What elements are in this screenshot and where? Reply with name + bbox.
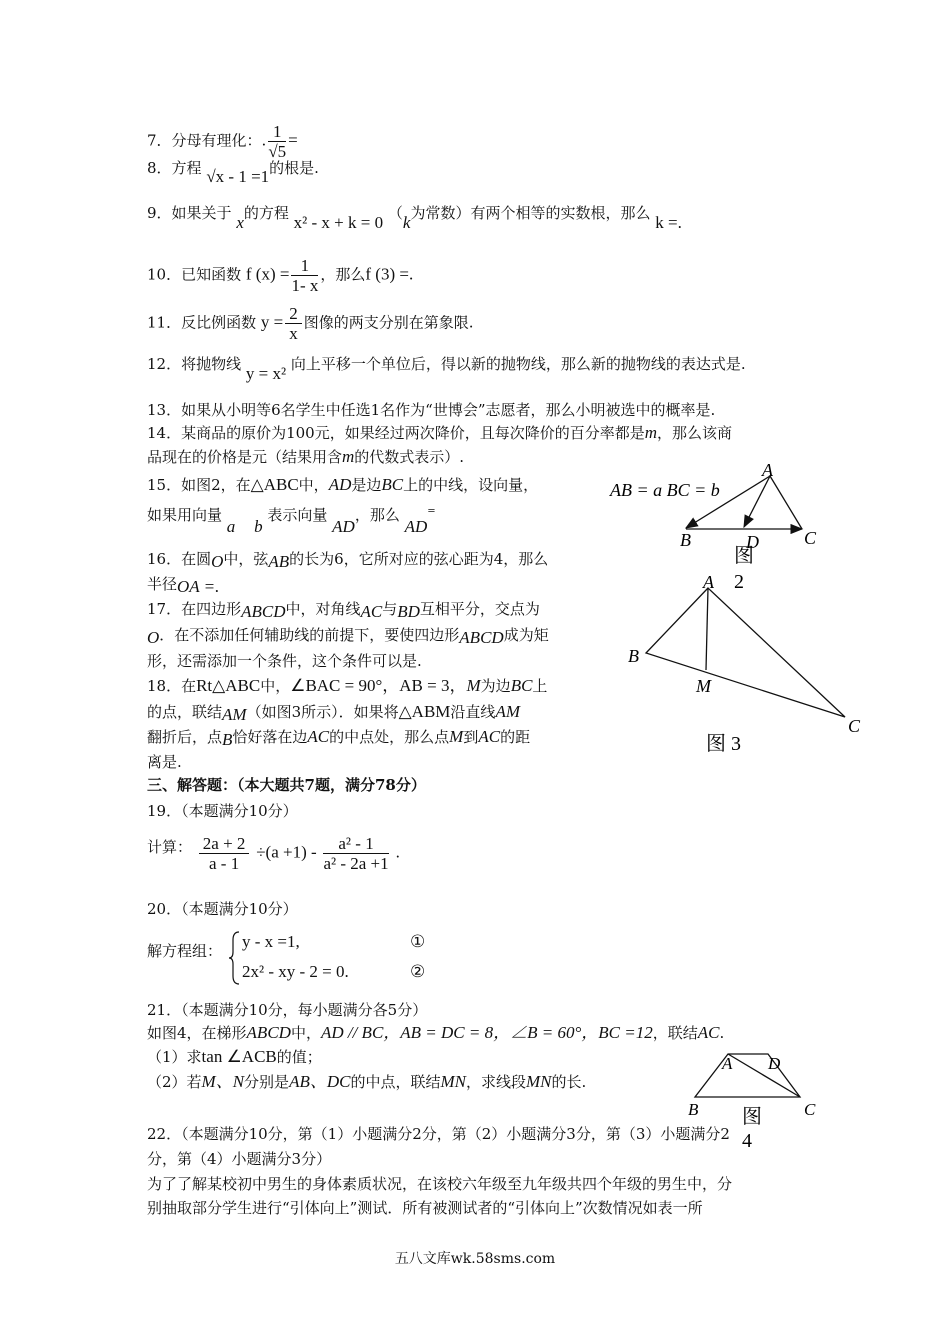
q18-text-i: 恰好落在边 — [232, 728, 308, 746]
fig3-caption: 图 3 — [706, 733, 741, 755]
q15-line2 — [147, 502, 436, 536]
q22-line1: 22．（本题满分10分，第（1）小题满分2分，第（2）小题满分3分，第（3）小题满分2 — [147, 1125, 730, 1143]
q9-text: 9．如果关于 — [147, 204, 232, 222]
q8-line — [147, 158, 319, 186]
q15-text-e: 如果用向量 — [147, 506, 223, 524]
q18-am: AM — [222, 705, 247, 724]
q15-vec-b: b — [254, 517, 263, 536]
q21-mn3: MN — [525, 1072, 552, 1091]
q10-line — [147, 256, 413, 295]
q18-text-j: 的中点处，那么点 — [329, 728, 450, 746]
q21-line3 — [147, 1072, 586, 1092]
q18-angle: ∠BAC = 90°，AB = 3， — [290, 676, 467, 695]
q9-text-b: 的方程 — [243, 204, 289, 222]
q17-line1 — [147, 599, 540, 619]
q19-end: . — [395, 843, 401, 862]
q18-mm: M — [449, 727, 464, 746]
q19-head: 19．（本题满分10分） — [147, 802, 298, 820]
q15-text-d: 上的中线，设向量， — [403, 476, 539, 494]
q21-mn2: MN — [440, 1072, 466, 1091]
q17-text-e: ．在不添加任何辅助线的前提下，要使四边形 — [159, 626, 460, 644]
fig3-label-c: C — [848, 716, 861, 736]
q20-eq2: 2x² - xy - 2 = 0. — [242, 962, 349, 981]
q12-text: 12．将抛物线 — [147, 355, 242, 373]
q16-ab: AB — [268, 552, 290, 571]
figure-4 — [680, 1045, 830, 1155]
q18-text-f: （如图3所示）．如果将 — [246, 703, 399, 721]
q14-text: 14．某商品的原价为100元，如果经过两次降价，且每次降价的百分率都是 — [147, 424, 645, 442]
fig2-label-d: D — [746, 532, 759, 552]
q8-text-b: 的根是. — [269, 159, 319, 177]
q7-text: 7．分母有理化：. — [147, 131, 267, 150]
q10-text-b: ，那么 — [320, 265, 366, 284]
q19-calc: 计算： — [147, 837, 193, 856]
q18-b: B — [222, 730, 233, 749]
q21-text-d: . — [719, 1024, 725, 1042]
q9-answer-blank: k =. — [655, 213, 682, 232]
q14-m2: m — [342, 447, 355, 466]
q7-eq: = — [288, 130, 298, 150]
q22-line2: 分，第（4）小题满分3分） — [147, 1150, 332, 1168]
q17-abcd: ABCD — [241, 602, 286, 621]
fig2-label-c: C — [804, 528, 817, 548]
fig3-label-a: A — [703, 572, 714, 592]
q18-line1 — [147, 676, 547, 696]
q17-ac: AC — [360, 602, 383, 621]
q21-abcd: ABCD — [246, 1023, 291, 1042]
q11-text: 11．反比例函数 — [147, 313, 257, 332]
q16-o: O — [211, 552, 224, 571]
q7-line — [147, 122, 298, 161]
q15-eq: = — [427, 506, 436, 517]
q7-num: 1 — [268, 122, 286, 142]
q19-frac1 — [199, 834, 250, 873]
q16-text-c: 的长为6，它所对应的弦心距为4，那么 — [289, 550, 549, 568]
q19-n1: 2a + 2 — [199, 834, 250, 854]
q19-mid: ÷(a +1) - — [256, 842, 317, 862]
q21-text-b: 中， — [290, 1024, 321, 1042]
q18-ac2: AC — [478, 727, 501, 746]
q18-line4: 离是. — [147, 753, 182, 771]
q21-text-l3c: 的中点，联结 — [350, 1073, 441, 1091]
q18-rt: Rt△ABC — [196, 676, 261, 695]
q18-am2: AM — [495, 702, 520, 721]
q11-y: y = — [260, 312, 284, 332]
q22-line3: 为了了解某校初中男生的身体素质状况，在该校六年级至九年级共四个年级的男生中，分 — [147, 1175, 733, 1193]
q20-brace — [229, 930, 241, 986]
q21-text-l3a: （2）若 — [147, 1073, 202, 1091]
q21-ab: AB、DC — [289, 1072, 351, 1091]
q20-circle1: ① — [410, 932, 426, 951]
figure-3 — [620, 570, 870, 760]
q18-ac: AC — [307, 727, 330, 746]
q16-text-b: 中，弦 — [223, 550, 269, 568]
fig4-label-c: C — [804, 1100, 816, 1119]
q18-text-g: 沿直线 — [450, 703, 496, 721]
q14-line2 — [147, 447, 464, 467]
fig3-line-am — [706, 588, 708, 670]
q21-text-l3e: 的长. — [551, 1073, 587, 1091]
q17-line3: 形，还需添加一个条件，这个条件可以是. — [147, 652, 422, 670]
q13-line: 13．如果从小明等6名学生中任选1名作为“世博会”志愿者，那么小明被选中的概率是. — [147, 401, 716, 419]
q20-eq1: y - x =1, — [242, 932, 300, 951]
q15-text-f: 表示向量 — [267, 506, 328, 524]
q9-equation: x² - x + k = 0 — [293, 213, 384, 232]
q16-line2 — [147, 574, 219, 594]
q18-text-l: 的距 — [500, 728, 531, 746]
q21-line1 — [147, 1023, 724, 1043]
q15-text-c: 是边 — [351, 476, 382, 494]
q9-line — [147, 203, 682, 232]
q17-o: O — [147, 628, 160, 647]
q18-text-d: 上 — [532, 677, 548, 695]
q21-ac: AC — [697, 1023, 720, 1042]
fig2-label-b: B — [680, 530, 691, 550]
q16-text-d: 半径 — [147, 575, 178, 593]
fig4-line-ac — [728, 1054, 800, 1097]
q20-circle2: ② — [410, 962, 426, 981]
fig4-label-b: B — [688, 1100, 699, 1119]
q11-den: x — [289, 324, 298, 343]
fig2-caption-2: 2 — [734, 571, 744, 593]
q21-text-l3b: 分别是 — [244, 1073, 290, 1091]
q8-text: 8．方程 — [147, 159, 202, 177]
q11-text-b: 图像的两支分别在第象限. — [303, 313, 474, 332]
q19-frac2 — [323, 834, 388, 873]
q18-text-k: 到 — [463, 728, 479, 746]
q18-text-e: 的点，联结 — [147, 703, 223, 721]
q18-m: M — [466, 676, 481, 695]
q14-text-b: ，那么该商 — [657, 424, 733, 442]
q18-text-c: 为边 — [480, 677, 511, 695]
q20-head: 20．（本题满分10分） — [147, 900, 298, 918]
q19-d2: a² - 2a +1 — [323, 854, 389, 873]
q21-line2 — [147, 1047, 322, 1067]
q10-text: 10．已知函数 — [147, 265, 242, 284]
fig4-caption-2: 4 — [742, 1130, 752, 1152]
q12-equation: y = x² — [245, 364, 287, 383]
q17-text-c: 与 — [382, 600, 398, 618]
q21-cond: AD // BC，AB = DC = 8，∠B = 60°，BC =12 — [320, 1023, 653, 1042]
q10-den: 1- x — [291, 276, 319, 295]
q9-paren: （ — [387, 204, 403, 222]
q7-fraction — [268, 122, 286, 161]
q9-k: k — [402, 213, 411, 232]
fig4-trapezoid — [695, 1054, 800, 1097]
q16-text: 16．在圆 — [147, 550, 212, 568]
q18-text: 18．在 — [147, 677, 197, 695]
fig2-line-ac — [770, 476, 802, 529]
q11-num: 2 — [285, 304, 302, 324]
q8-expr: √x - 1 =1 — [206, 167, 270, 186]
fig3-triangle — [646, 588, 845, 717]
q11-fraction — [285, 304, 302, 343]
fig4-label-d: D — [768, 1054, 781, 1073]
q21-text-l2b: 的值； — [276, 1048, 322, 1066]
fig4-caption-1: 图 — [742, 1106, 762, 1128]
q14-text-d: 的代数式表示）. — [354, 448, 465, 466]
q18-bc: BC — [510, 676, 533, 695]
q12-line — [147, 354, 746, 383]
q17-abcd2: ABCD — [459, 628, 504, 647]
q18-abm: △ABM — [398, 702, 451, 721]
q18-line3 — [147, 727, 530, 747]
q21-tan: tan ∠ACB — [201, 1047, 277, 1066]
q16-line1 — [147, 549, 548, 569]
q21-mn1: M、N — [201, 1072, 245, 1091]
q17-text-d: 互相平分，交点为 — [419, 600, 540, 618]
q19-expr — [147, 834, 400, 884]
fig4-label-a: A — [722, 1054, 733, 1073]
q21-text-c: ，联结 — [652, 1024, 698, 1042]
q17-bd: BD — [397, 602, 420, 621]
q9-text-d: 为常数）有两个相等的实数根，那么 — [410, 204, 651, 222]
q14-m: m — [644, 423, 658, 442]
q15-text-g: ，那么 — [354, 506, 400, 524]
q15-ad2: AD — [332, 517, 355, 536]
q15-triangle: △ABC — [250, 475, 299, 494]
q19-d1: a - 1 — [209, 854, 240, 873]
section-title: 三、解答题：（本大题共7题，满分78分） — [147, 776, 426, 794]
q10-fraction — [291, 256, 318, 295]
q14-text-c: 品现在的价格是元（结果用含 — [147, 448, 343, 466]
q21-text-a: 如图4，在梯形 — [147, 1024, 247, 1042]
q17-text: 17．在四边形 — [147, 600, 242, 618]
q15-text: 15．如图2，在 — [147, 476, 251, 494]
q15-line1 — [147, 475, 538, 495]
fig2-label-a: A — [762, 462, 773, 480]
q20-label: 解方程组： — [147, 942, 223, 960]
q18-text-h: 翻折后，点 — [147, 728, 223, 746]
q15-vec-a: a — [226, 517, 236, 536]
q11-line — [147, 304, 474, 343]
q21-head: 21．（本题满分10分，每小题满分各5分） — [147, 1001, 428, 1019]
q14-line1 — [147, 423, 732, 443]
q17-text-f: 成为矩 — [503, 626, 549, 644]
fig2-vector-label: AB = a BC = b — [610, 480, 720, 500]
q21-text-l2a: （1）求 — [147, 1048, 202, 1066]
q22-line4: 别抽取部分学生进行“引体向上”测试．所有被测试者的“引体向上”次数情况如表一所 — [147, 1199, 703, 1217]
q15-ad3: AD — [404, 517, 428, 536]
q18-text-b: 中， — [260, 677, 291, 695]
q15-text-b: 中， — [298, 476, 329, 494]
q10-value: f (3) =. — [365, 264, 414, 284]
q10-func: f (x) = — [245, 264, 290, 284]
fig2-caption-1: 图 — [734, 545, 754, 567]
q17-line2 — [147, 625, 549, 645]
q18-line2 — [147, 702, 520, 722]
q10-num: 1 — [291, 256, 318, 276]
q17-text-b: 中，对角线 — [285, 600, 361, 618]
fig3-label-b: B — [628, 646, 639, 666]
q12-text-b: 向上平移一个单位后，得以新的抛物线，那么新的抛物线的表达式是. — [290, 355, 746, 373]
q21-text-l3d: ，求线段 — [465, 1073, 526, 1091]
q19-n2: a² - 1 — [323, 834, 388, 854]
q15-ad: AD — [328, 475, 352, 494]
fig3-label-m: M — [696, 676, 711, 696]
q7-den: √5 — [268, 142, 287, 161]
q16-oa: OA =. — [177, 577, 220, 596]
q9-var: x — [236, 213, 244, 232]
q15-bc: BC — [381, 475, 404, 494]
footer-watermark: 五八文库wk.58sms.com — [394, 1251, 556, 1267]
